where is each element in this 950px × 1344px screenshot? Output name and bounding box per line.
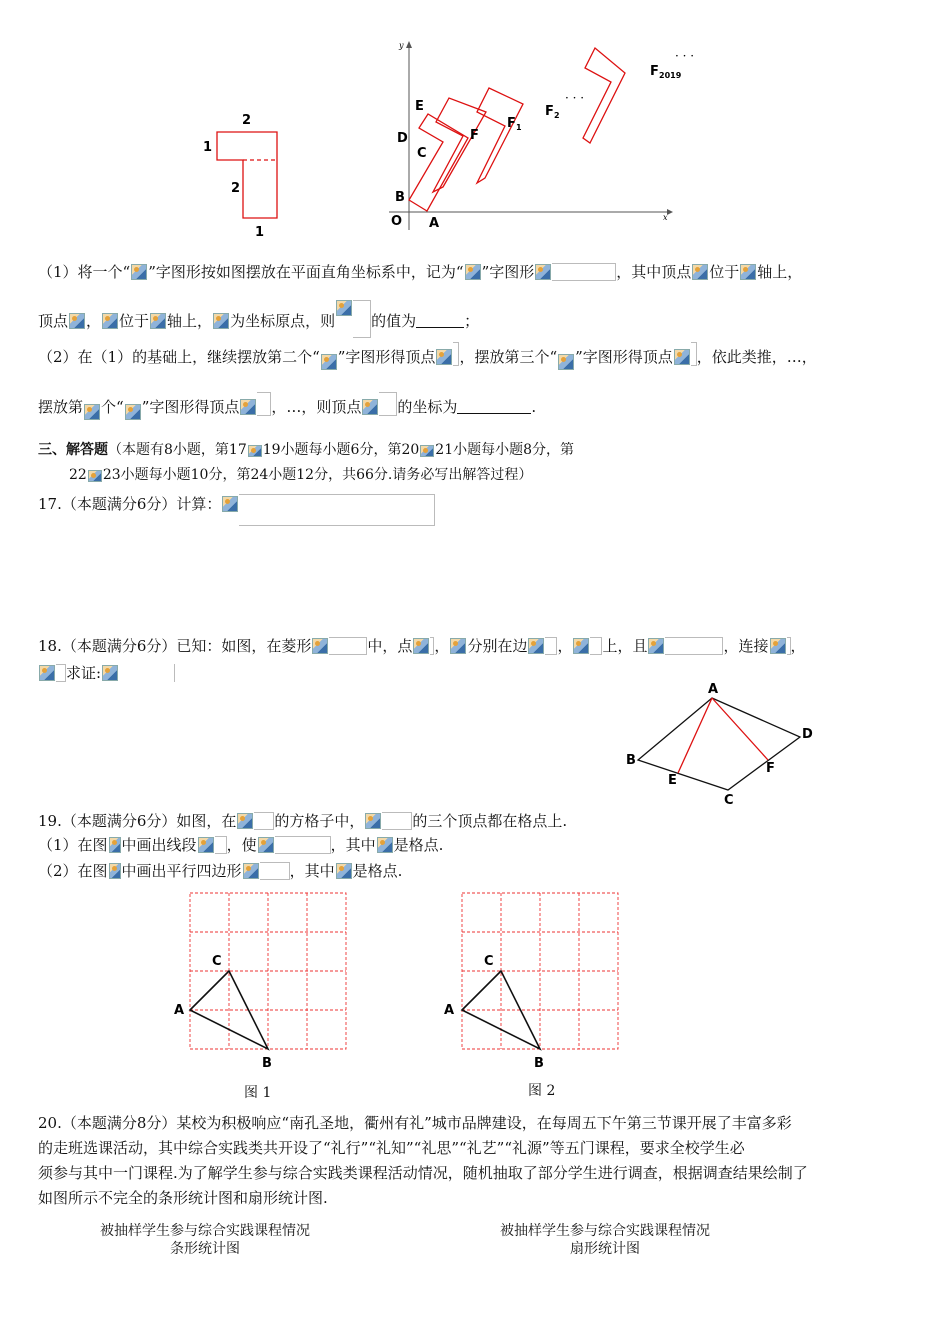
formula-image xyxy=(84,404,100,420)
fig1-B: B xyxy=(262,1056,272,1070)
dots-2: · · · xyxy=(675,49,695,63)
q18-line2: 求证: xyxy=(38,662,175,683)
q20-line2: 的走班选课活动，其中综合实践类共开设了“礼行”“礼知”“礼思”“礼艺”“礼源”等五门课程，要求全校学生必 xyxy=(38,1139,745,1157)
formula-image xyxy=(150,313,166,329)
formula-box xyxy=(56,664,66,682)
formula-box xyxy=(382,812,412,830)
fig1-caption: 图 1 xyxy=(244,1085,272,1101)
formula-image xyxy=(131,264,147,280)
formula-image xyxy=(109,863,121,879)
formula-box xyxy=(215,836,227,854)
pie-chart-title-line2: 扇形统计图 xyxy=(570,1241,640,1257)
answer-blank[interactable] xyxy=(457,399,531,414)
section3-line1: 三、解答题（本题有8小题，第17 19小题每小题6分，第20 21小题每小题8分，第 xyxy=(38,442,575,458)
formula-image xyxy=(528,638,544,654)
formula-box xyxy=(665,637,723,655)
formula-image xyxy=(88,470,102,482)
rhombus-F: F xyxy=(766,761,775,776)
formula-image xyxy=(237,813,253,829)
x-axis-arrow xyxy=(667,209,673,215)
formula-image xyxy=(558,354,574,370)
formula-box xyxy=(552,263,616,281)
formula-box xyxy=(260,862,290,880)
formula-image xyxy=(420,445,434,457)
point-F1-sub: 1 xyxy=(516,123,522,132)
label-mid-2: 2 xyxy=(231,181,241,196)
bar-chart-title-line1: 被抽样学生参与综合实践课程情况 xyxy=(100,1223,310,1239)
formula-image xyxy=(573,638,589,654)
formula-image xyxy=(39,665,55,681)
fig1-A: A xyxy=(174,1003,185,1018)
formula-image xyxy=(465,264,481,280)
rhombus-C: C xyxy=(724,793,734,808)
point-E-label: E xyxy=(415,99,424,114)
dots-1: · · · xyxy=(565,91,585,105)
formula-image xyxy=(362,399,378,415)
shape-4 xyxy=(583,48,625,143)
formula-image xyxy=(413,638,429,654)
segment-AF xyxy=(712,698,768,760)
point-D-label: D xyxy=(397,131,408,146)
formula-image xyxy=(258,837,274,853)
pie-chart-title-line1: 被抽样学生参与综合实践课程情况 xyxy=(500,1223,710,1239)
q17-line: 17.（本题满分6分）计算： xyxy=(38,493,435,526)
formula-image xyxy=(243,863,259,879)
rhombus-D: D xyxy=(802,727,813,742)
seven-shape-figure xyxy=(195,108,295,238)
point-C-label: C xyxy=(417,146,427,161)
formula-image xyxy=(648,638,664,654)
answer-blank[interactable] xyxy=(416,313,464,328)
formula-image xyxy=(336,863,352,879)
formula-image xyxy=(692,264,708,280)
rhombus-A: A xyxy=(708,682,719,697)
rhombus-ABCD xyxy=(638,698,800,790)
formula-box xyxy=(254,812,274,830)
formula-box xyxy=(545,637,557,655)
formula-box xyxy=(239,494,435,526)
shape-1 xyxy=(409,114,468,211)
fig2-B: B xyxy=(534,1056,544,1070)
q20-line4: 如图所示不完全的条形统计图和扇形统计图. xyxy=(38,1189,328,1207)
q20-line1: 20.（本题满分8分）某校为积极响应“南孔圣地，衢州有礼”城市品牌建设，在每周五下午第三节课开展了丰富多彩 xyxy=(38,1114,792,1132)
origin-label: O xyxy=(391,214,403,229)
section3-line2: 22 23小题每小题10分，第24小题12分，共66分.请务必写出解答过程） xyxy=(69,467,533,483)
point-F-label: F xyxy=(470,128,479,143)
shape-3 xyxy=(477,88,523,183)
point-A-label: A xyxy=(429,216,440,231)
formula-box xyxy=(275,836,331,854)
q18-line1: 18.（本题满分6分）已知：如图，在菱形 中，点 ， 分别在边 ， 上，且 ，连接 ， xyxy=(38,637,806,655)
seven-shape-outline xyxy=(217,132,277,218)
formula-image xyxy=(336,300,352,316)
formula-image xyxy=(125,404,141,420)
fig2-C: C xyxy=(484,954,494,969)
formula-image xyxy=(69,313,85,329)
fig2-A: A xyxy=(444,1003,455,1018)
q16-line4: 摆放第 个“ ”字图形得顶点 ，…，则顶点 的坐标为 . xyxy=(38,392,536,420)
formula-image xyxy=(450,638,466,654)
formula-image xyxy=(102,665,118,681)
formula-image xyxy=(377,837,393,853)
formula-box xyxy=(590,637,602,655)
formula-image xyxy=(248,445,262,457)
formula-image xyxy=(102,313,118,329)
label-top-2: 2 xyxy=(242,113,252,128)
formula-image xyxy=(240,399,256,415)
bar-chart-title-line2: 条形统计图 xyxy=(170,1241,240,1257)
pie-chart-title xyxy=(470,1222,740,1258)
x-axis-label: x xyxy=(663,213,668,222)
formula-box xyxy=(329,637,367,655)
point-F1-label: F xyxy=(507,116,516,131)
formula-image xyxy=(365,813,381,829)
grid-figure-2 xyxy=(442,885,632,1070)
q20-line3: 须参与其中一门课程.为了解学生参与综合实践类课程活动情况，随机抽取了部分学生进行调查，根据调查结果绘制了 xyxy=(38,1164,808,1182)
coordinate-figure xyxy=(385,38,715,238)
q16-line3: （2）在（1）的基础上，继续摆放第二个“ ”字图形得顶点 ，摆放第三个“ ”字图形得顶点 ，依此类推，…， xyxy=(38,342,817,370)
rhombus-B: B xyxy=(626,753,636,768)
q16-line2: 顶点 ， 位于 轴上， 为坐标原点，则 的值为 ； xyxy=(38,300,479,338)
y-axis-label: y xyxy=(399,41,404,50)
rhombus-E: E xyxy=(668,773,677,788)
section3-title: 三、解答题 xyxy=(38,442,108,458)
formula-box xyxy=(379,392,397,416)
bar-chart-title xyxy=(70,1222,340,1258)
grid-figure-1 xyxy=(170,885,360,1070)
point-F2019-sub: 2019 xyxy=(659,71,682,80)
fig2-caption: 图 2 xyxy=(528,1083,556,1099)
formula-image xyxy=(674,349,690,365)
point-F2019-label: F xyxy=(650,64,659,79)
formula-box xyxy=(257,392,271,416)
formula-image xyxy=(535,264,551,280)
formula-image xyxy=(312,638,328,654)
formula-box xyxy=(353,300,371,338)
q19-line2: （1）在图 中画出线段 ，使 ，其中 是格点. xyxy=(38,836,444,854)
q19-line3: （2）在图 中画出平行四边形 ，其中 是格点. xyxy=(38,862,403,880)
point-F2-sub: 2 xyxy=(554,111,560,120)
rhombus-figure xyxy=(620,680,820,810)
fig1-C: C xyxy=(212,954,222,969)
formula-image xyxy=(321,354,337,370)
formula-image xyxy=(213,313,229,329)
y-axis-arrow xyxy=(406,41,412,48)
segment-AE xyxy=(678,698,712,773)
label-bottom-1: 1 xyxy=(255,225,265,238)
point-B-label: B xyxy=(395,190,405,205)
grid-lines-1 xyxy=(190,893,346,1049)
formula-image xyxy=(436,349,452,365)
q19-line1: 19.（本题满分6分）如图，在 的方格子中， 的三个顶点都在格点上. xyxy=(38,812,568,830)
formula-image xyxy=(770,638,786,654)
grid-lines-2 xyxy=(462,893,618,1049)
q16-line1: （1）将一个“ ”字图形按如图摆放在平面直角坐标系中，记为“ ”字图形 ，其中顶点 位于 轴上， xyxy=(38,263,803,281)
formula-image xyxy=(198,837,214,853)
label-left-1: 1 xyxy=(203,140,213,155)
formula-image xyxy=(740,264,756,280)
point-F2-label: F xyxy=(545,104,554,119)
formula-image xyxy=(109,837,121,853)
formula-box xyxy=(119,664,175,682)
formula-image xyxy=(222,496,238,512)
